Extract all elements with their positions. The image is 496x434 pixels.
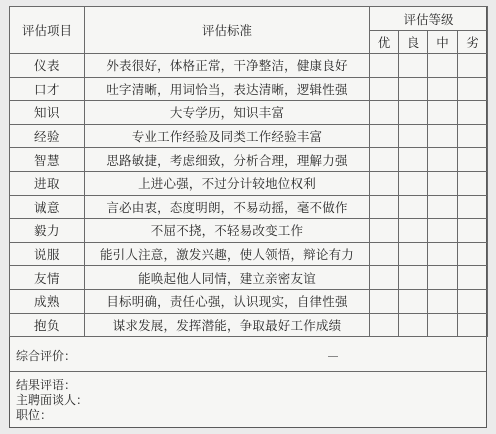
rating-cell-average[interactable] [428, 242, 458, 266]
rating-cell-good[interactable] [399, 219, 428, 243]
rating-cell-excellent[interactable] [370, 313, 399, 337]
rating-cell-good[interactable] [399, 77, 428, 101]
summary-field[interactable] [84, 349, 484, 365]
item-criteria: 能引人注意，激发兴趣，使人领悟，辩论有力 [85, 242, 370, 266]
table-row [10, 242, 488, 266]
item-criteria: 能唤起他人同情，建立亲密友谊 [85, 266, 370, 290]
item-criteria: 上进心强，不过分计较地位权利 [85, 171, 370, 195]
level-average: 中 [428, 31, 458, 54]
rating-cell-good[interactable] [399, 313, 428, 337]
table-row [10, 124, 488, 148]
rating-cell-excellent[interactable] [370, 54, 399, 78]
rating-cell-excellent[interactable] [370, 101, 399, 125]
level-excellent: 优 [370, 31, 399, 54]
item-name: 智慧 [10, 148, 85, 172]
rating-cell-average[interactable] [428, 54, 458, 78]
rating-cell-excellent[interactable] [370, 171, 399, 195]
summary-label: 综合评价： [16, 349, 77, 363]
rating-cell-excellent[interactable] [370, 266, 399, 290]
rating-cell-average[interactable] [428, 124, 458, 148]
rating-cell-excellent[interactable] [370, 124, 399, 148]
rating-cell-good[interactable] [399, 101, 428, 125]
rating-cell-average[interactable] [428, 219, 458, 243]
rating-cell-average[interactable] [428, 313, 458, 337]
rating-cell-poor[interactable] [458, 242, 488, 266]
item-criteria: 目标明确，责任心强，认识现实，自律性强 [85, 289, 370, 313]
rating-cell-excellent[interactable] [370, 77, 399, 101]
item-criteria: 言必由衷，态度明朗，不易动摇，毫不做作 [85, 195, 370, 219]
rating-cell-poor[interactable] [458, 289, 488, 313]
table-row [10, 171, 488, 195]
item-name: 说服 [10, 242, 85, 266]
item-name: 经验 [10, 124, 85, 148]
item-criteria: 不屈不挠，不轻易改变工作 [85, 219, 370, 243]
rating-cell-excellent[interactable] [370, 219, 399, 243]
item-name: 进取 [10, 171, 85, 195]
result-label: 结果评语： [16, 378, 77, 392]
table-row [10, 289, 488, 313]
rating-cell-average[interactable] [428, 266, 458, 290]
evaluation-form [9, 6, 487, 428]
table-row [10, 266, 488, 290]
rating-cell-good[interactable] [399, 124, 428, 148]
table-row [10, 313, 488, 337]
level-poor: 劣 [458, 31, 488, 54]
rating-cell-excellent[interactable] [370, 289, 399, 313]
table-row [10, 148, 488, 172]
item-name: 口才 [10, 77, 85, 101]
position-label: 职位： [16, 408, 53, 422]
rating-cell-good[interactable] [399, 54, 428, 78]
header-criteria: 评估标准 [85, 7, 370, 54]
divider [10, 371, 486, 372]
rating-cell-poor[interactable] [458, 101, 488, 125]
rating-cell-good[interactable] [399, 171, 428, 195]
rating-cell-poor[interactable] [458, 266, 488, 290]
rating-cell-average[interactable] [428, 195, 458, 219]
item-name: 毅力 [10, 219, 85, 243]
rating-cell-average[interactable] [428, 171, 458, 195]
header-item: 评估项目 [10, 7, 85, 54]
table-row [10, 195, 488, 219]
rating-cell-good[interactable] [399, 195, 428, 219]
table-row [10, 54, 488, 78]
item-name: 抱负 [10, 313, 85, 337]
rating-cell-good[interactable] [399, 266, 428, 290]
rating-cell-poor[interactable] [458, 219, 488, 243]
rating-cell-excellent[interactable] [370, 242, 399, 266]
rating-cell-poor[interactable] [458, 171, 488, 195]
rating-cell-excellent[interactable] [370, 195, 399, 219]
rating-cell-average[interactable] [428, 77, 458, 101]
rating-cell-good[interactable] [399, 289, 428, 313]
item-criteria: 谋求发展，发挥潜能，争取最好工作成绩 [85, 313, 370, 337]
rating-cell-average[interactable] [428, 289, 458, 313]
rating-cell-poor[interactable] [458, 124, 488, 148]
item-name: 诚意 [10, 195, 85, 219]
rating-cell-poor[interactable] [458, 54, 488, 78]
level-good: 良 [399, 31, 428, 54]
table-row [10, 77, 488, 101]
item-criteria: 外表很好，体格正常，干净整洁，健康良好 [85, 54, 370, 78]
rating-cell-poor[interactable] [458, 195, 488, 219]
evaluation-table [9, 6, 488, 337]
rating-cell-excellent[interactable] [370, 148, 399, 172]
table-row [10, 219, 488, 243]
rating-cell-poor[interactable] [458, 148, 488, 172]
item-name: 仪表 [10, 54, 85, 78]
rating-cell-good[interactable] [399, 242, 428, 266]
rating-cell-poor[interactable] [458, 77, 488, 101]
item-name: 成熟 [10, 289, 85, 313]
item-criteria: 吐字清晰，用词恰当，表达清晰，逻辑性强 [85, 77, 370, 101]
rating-cell-good[interactable] [399, 148, 428, 172]
item-criteria: 大专学历，知识丰富 [85, 101, 370, 125]
item-name: 友情 [10, 266, 85, 290]
rating-cell-average[interactable] [428, 101, 458, 125]
interviewer-label: 主聘面谈人： [16, 393, 89, 407]
rating-cell-average[interactable] [428, 148, 458, 172]
item-criteria: 专业工作经验及同类工作经验丰富 [85, 124, 370, 148]
item-criteria: 思路敏捷，考虑细致，分析合理，理解力强 [85, 148, 370, 172]
item-name: 知识 [10, 101, 85, 125]
header-grade: 评估等级 [370, 7, 488, 31]
table-row [10, 101, 488, 125]
rating-cell-poor[interactable] [458, 313, 488, 337]
